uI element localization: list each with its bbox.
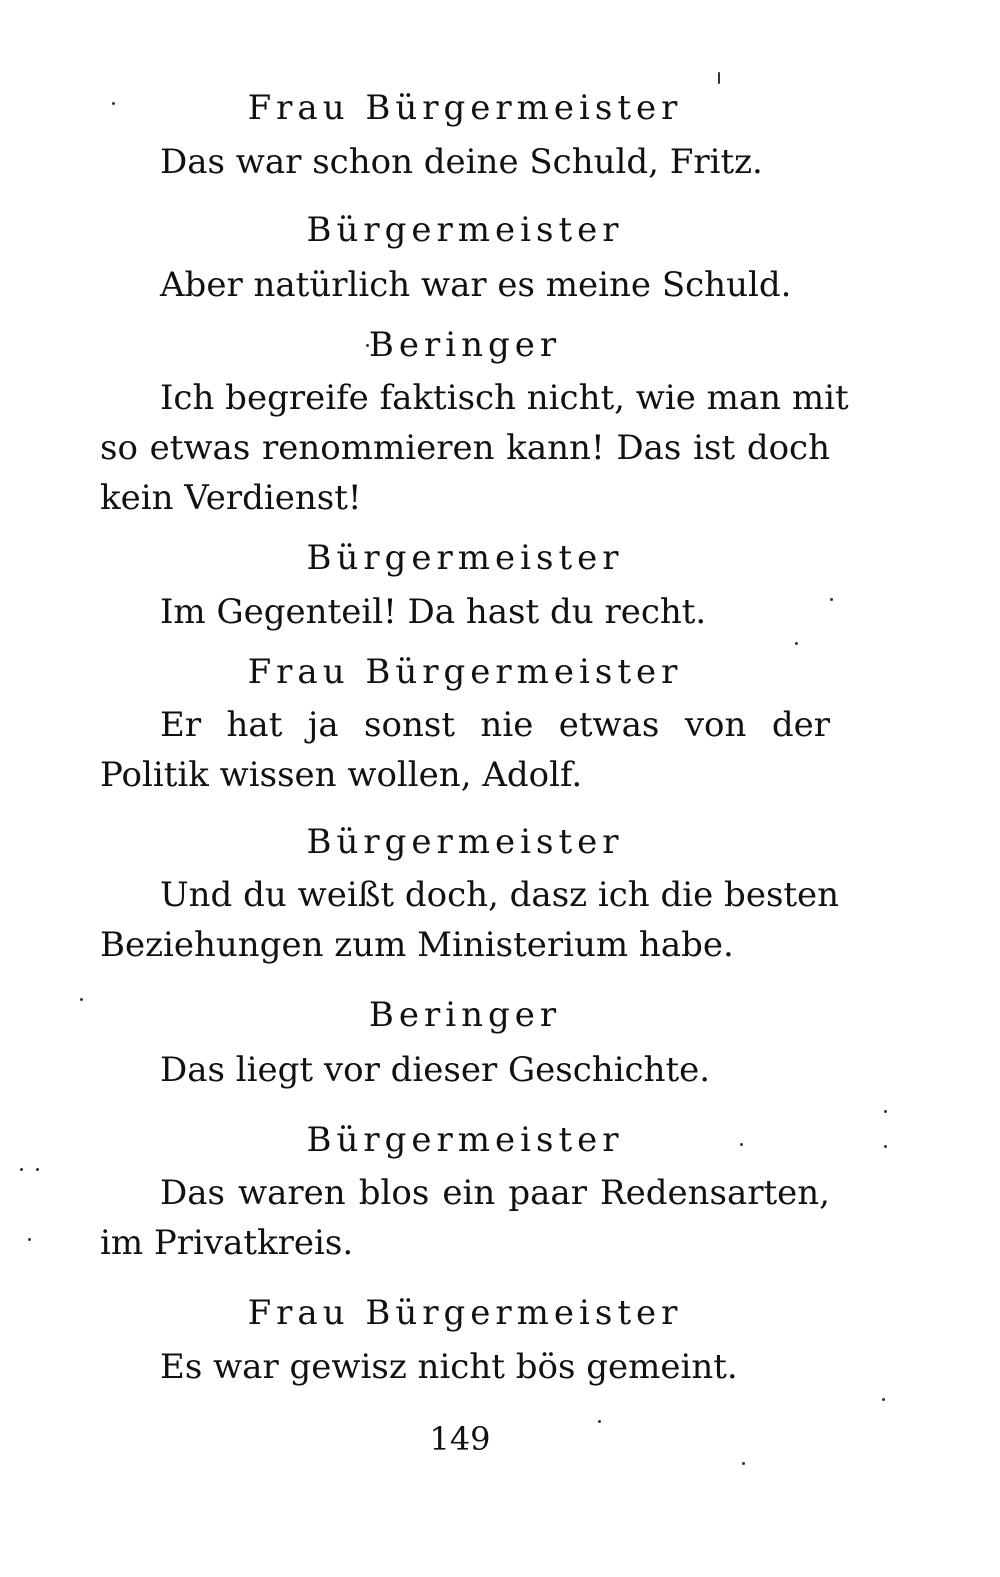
scan-speck: [740, 1143, 743, 1146]
speaker-name: Bürgermeister: [306, 538, 624, 578]
scan-speck: [28, 1238, 31, 1241]
scan-speck: [742, 1462, 745, 1465]
dialogue-line: Das liegt vor dieser Geschichte.: [160, 1050, 711, 1090]
dialogue-line: Das waren blos ein paar Redensarten,: [160, 1173, 830, 1213]
scan-speck: [882, 1398, 885, 1401]
dialogue-line: Und du weißt doch, dasz ich die besten: [160, 875, 840, 915]
scan-speck: [366, 344, 369, 347]
speaker-name: Beringer: [368, 325, 562, 365]
scan-speck: [20, 1168, 23, 1171]
scan-speck: [598, 1420, 601, 1423]
dialogue-line: Es war gewisz nicht bös gemeint.: [160, 1347, 738, 1387]
scan-speck: [80, 998, 83, 1001]
scan-speck: [112, 102, 115, 105]
dialogue-line: Das war schon deine Schuld, Fritz.: [160, 142, 763, 182]
scan-speck: [830, 598, 833, 601]
speaker-name: Frau Bürgermeister: [247, 88, 683, 128]
dialogue-line: Beziehungen zum Ministerium habe.: [100, 925, 734, 965]
dialogue-line: kein Verdienst!: [100, 478, 362, 518]
scan-speck: [718, 72, 720, 84]
dialogue-line: Im Gegenteil! Da hast du recht.: [160, 592, 707, 632]
speaker-name: Bürgermeister: [306, 1120, 624, 1160]
speaker-name: Bürgermeister: [306, 822, 624, 862]
dialogue-line: Ich begreife faktisch nicht, wie man mit: [160, 378, 849, 418]
dialogue-line: Aber natürlich war es meine Schuld.: [160, 265, 792, 305]
speaker-name: Frau Bürgermeister: [247, 1293, 683, 1333]
page-number: 149: [429, 1420, 491, 1458]
dialogue-line: im Privatkreis.: [100, 1223, 354, 1263]
dialogue-line: Politik wissen wollen, Adolf.: [100, 755, 583, 795]
scan-speck: [36, 1168, 39, 1171]
scan-speck: [884, 1110, 887, 1113]
dialogue-line: so etwas renommieren kann! Das ist doch: [100, 428, 830, 468]
speaker-name: Frau Bürgermeister: [247, 652, 683, 692]
dialogue-line: Er hat ja sonst nie etwas von der: [160, 705, 830, 745]
scan-speck: [795, 642, 798, 645]
speaker-name: Beringer: [368, 995, 562, 1035]
speaker-name: Bürgermeister: [306, 210, 624, 250]
scan-speck: [884, 1145, 887, 1148]
